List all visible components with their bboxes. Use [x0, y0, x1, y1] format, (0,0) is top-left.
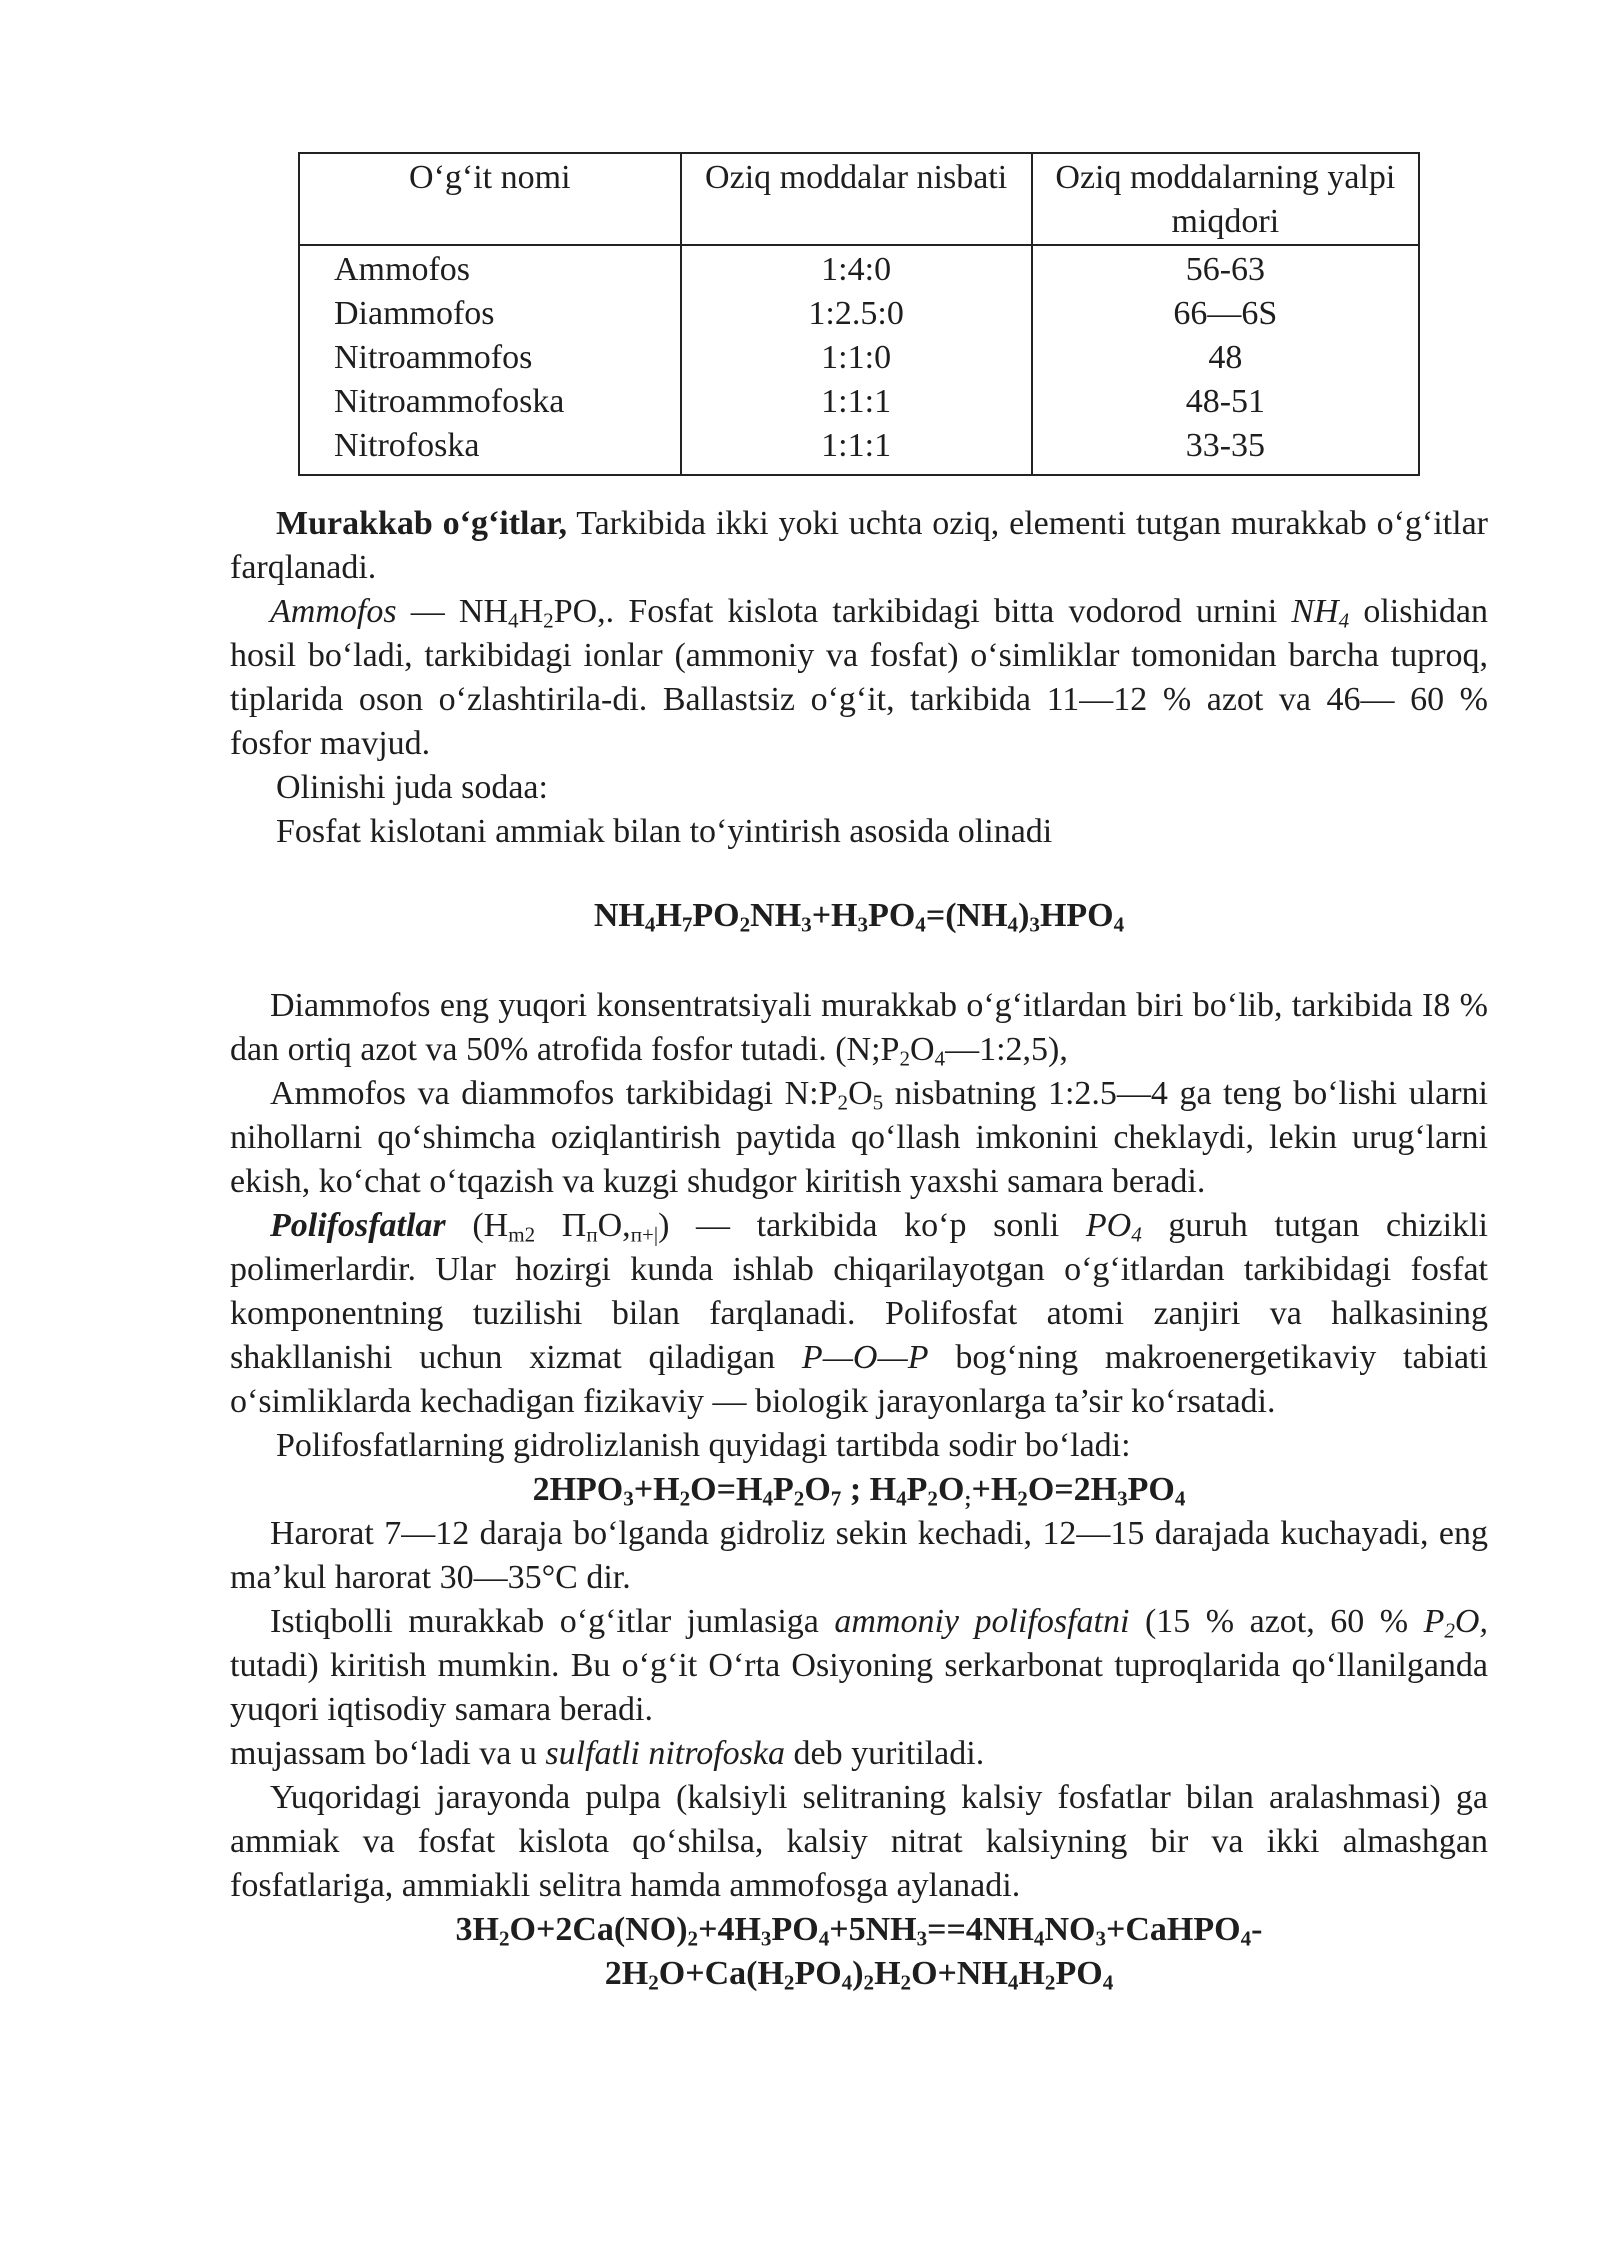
text-span: mujassam bo‘ladi va u: [230, 1735, 546, 1772]
table-header-ratio: Oziq moddalar nisbati: [681, 153, 1032, 245]
paragraph-istiqbolli: [230, 1600, 1488, 1732]
table-header-row: [299, 153, 1419, 245]
text-span: O: [909, 1031, 935, 1068]
text-span: bog‘ning makroenergetikaviy tabiati o‘simliklarda kechadigan fizikaviy — biologik jarayonlarga ta’sir ko‘rsatadi.: [230, 1339, 1489, 1420]
eq-part: P: [772, 1471, 794, 1508]
eq-part: H: [1018, 1955, 1045, 1992]
table-cell: 1:4:0: [681, 245, 1032, 292]
text-span: Tarkibida ikki yoki uchta oziq, elementi tutgan murakkab o‘g‘itlar farqlanadi.: [230, 505, 1488, 586]
eq-part: +H: [633, 1471, 680, 1508]
eq-part: PO: [771, 1911, 819, 1948]
fertilizer-table: [298, 152, 1420, 476]
table-cell: Nitroammofos: [299, 336, 681, 380]
subscript: 4: [934, 1046, 946, 1071]
eq-sub: 3: [1095, 1926, 1106, 1951]
eq-sub: 2: [687, 1926, 699, 1951]
paragraph-ammofos-diammofos: [230, 1072, 1488, 1204]
equation-2: [230, 1468, 1488, 1512]
eq-sub: 4: [1033, 1926, 1045, 1951]
eq-sub: 4: [818, 1926, 830, 1951]
text-span: deb yuritiladi.: [784, 1735, 985, 1772]
text-block-2: [230, 984, 1488, 1996]
paragraph-yuqoridagi: Yuqoridagi jarayonda pulpa (kalsiyli selitraning kalsiy fosfatlar bilan aralashmasi) ga ammiak va fosfat kislota qo‘shilsa, kalsiy nitrat kalsiyning bir va ikki almashgan fosfatlariga, ammiakli selitra hamda ammofosga aylanadi.: [230, 1779, 1488, 1904]
table-cell: 1:1:1: [681, 424, 1032, 475]
table-cell: 1:1:1: [681, 380, 1032, 424]
italic-term: O,: [1454, 1603, 1488, 1640]
bold-italic-term: Polifosfatlar: [270, 1207, 446, 1244]
eq-sub: 4: [1102, 1970, 1114, 1995]
eq-sub: 3: [916, 1926, 928, 1951]
text-span: — NH: [396, 593, 509, 630]
eq-sub: 7: [830, 1486, 842, 1511]
table-cell: 56-63: [1032, 245, 1419, 292]
eq-part: ): [1018, 897, 1030, 934]
text-span: ) — tarkibida ko‘p sonli: [658, 1207, 1086, 1244]
text-span: (15 % azot, 60 %: [1129, 1603, 1424, 1640]
eq-sub: 7: [681, 912, 693, 937]
eq-part: NO: [1044, 1911, 1096, 1948]
eq-part: HPO: [1039, 897, 1114, 934]
eq-part: H: [655, 897, 682, 934]
eq-part: NH: [593, 897, 645, 934]
eq-sub: 2: [679, 1486, 691, 1511]
eq-sub: 4: [1174, 1486, 1186, 1511]
table-cell: Diammofos: [299, 292, 681, 336]
table-row: [299, 424, 1419, 475]
eq-part: +4H: [698, 1911, 761, 1948]
paragraph-diammofos: [230, 984, 1488, 1072]
text-span: tutadi) kiritish mumkin. Bu o‘g‘it O‘rta Osiyoning serkarbonat tuproqlarida qo‘llanilganda yuqori iqtisodiy samara beradi.: [230, 1647, 1488, 1728]
paragraph-mujassam: [230, 1732, 1488, 1776]
paragraph-ammofos: [230, 590, 1488, 766]
subscript: п: [586, 1222, 598, 1247]
table-cell: Nitroammofoska: [299, 380, 681, 424]
eq-part: O: [937, 1471, 965, 1508]
eq-sub: 4: [644, 912, 656, 937]
table-header-total: Oziq moddalarning yalpi miqdori: [1032, 153, 1419, 245]
eq-part: O+2Ca(NO): [509, 1911, 688, 1948]
subscript: 4: [508, 608, 519, 633]
text-span: H: [518, 593, 544, 630]
table-cell: 48: [1032, 336, 1419, 380]
eq-part: +H: [811, 897, 858, 934]
eq-sub: 4: [1113, 912, 1125, 937]
paragraph-gidroliz-intro: Polifosfatlarning gidrolizlanish quyidagi tartibda sodir bo‘ladi:: [276, 1427, 1131, 1464]
subscript: 5: [872, 1090, 884, 1115]
eq-sub: 2: [1044, 1970, 1056, 1995]
eq-sub: 2: [793, 1486, 805, 1511]
subscript: 2: [837, 1090, 849, 1115]
eq-part: ): [852, 1955, 864, 1992]
eq-part: PO: [868, 897, 916, 934]
text-span: Istiqbolli murakkab o‘g‘itlar jumlasiga: [270, 1603, 835, 1640]
eq-part: H: [874, 1955, 901, 1992]
eq-part: PO: [794, 1955, 842, 1992]
table-cell: 66—6S: [1032, 292, 1419, 336]
eq-part: 2H: [604, 1955, 649, 1992]
italic-term: sulfatli nitrofoska: [545, 1735, 785, 1772]
text-span: O,: [597, 1207, 631, 1244]
paragraph-olinishi: Olinishi juda sodaa:: [276, 769, 548, 806]
text-span: П: [535, 1207, 587, 1244]
eq-sub: 4: [1007, 912, 1019, 937]
eq-sub: 2: [783, 1970, 795, 1995]
italic-term: PO: [1085, 1207, 1132, 1244]
table-row: [299, 380, 1419, 424]
table-cell: 33-35: [1032, 424, 1419, 475]
eq-sub: 4: [915, 912, 926, 937]
eq-sub: 2: [863, 1970, 875, 1995]
table-cell: Nitrofoska: [299, 424, 681, 475]
paragraph-polifosfatlar: [230, 1204, 1488, 1424]
eq-sub: 2: [900, 1970, 912, 1995]
eq-sub: 2: [648, 1970, 659, 1995]
eq-sub: 3: [623, 1486, 634, 1511]
eq-part: +5NH: [829, 1911, 917, 1948]
table-row: [299, 245, 1419, 292]
eq-part: O=H: [690, 1471, 763, 1508]
eq-sub: 4: [841, 1970, 853, 1995]
bold-term: Murakkab o‘g‘itlar,: [276, 505, 567, 542]
text-span: (H: [445, 1207, 509, 1244]
eq-part: PO: [692, 897, 740, 934]
eq-part: O=2H: [1027, 1471, 1118, 1508]
text-span: —1:2,5),: [945, 1031, 1068, 1068]
table-cell: 48-51: [1032, 380, 1419, 424]
eq-part: O: [804, 1471, 831, 1508]
eq-sub: 4: [1240, 1926, 1252, 1951]
italic-term: P—O—P: [801, 1339, 929, 1376]
equation-1: [230, 894, 1488, 938]
eq-part: O+Ca(H: [658, 1955, 784, 1992]
eq-part: ==4NH: [927, 1911, 1034, 1948]
paragraph-harorat: Harorat 7—12 daraja bo‘lganda gidroliz sekin kechadi, 12—15 darajada kuchayadi, eng ma’kul harorat 30—35°C dir.: [230, 1515, 1488, 1596]
subscript: m2: [508, 1222, 536, 1247]
eq-part: PO: [1055, 1955, 1103, 1992]
text-block-1: [230, 502, 1488, 854]
italic-term: ammoniy polifosfatni: [834, 1603, 1130, 1640]
subscript: 4: [1131, 1222, 1142, 1247]
eq-part: P: [906, 1471, 928, 1508]
equation-3-line-2: [230, 1952, 1488, 1996]
subscript: 2: [1444, 1618, 1455, 1643]
eq-part: +CaHPO: [1106, 1911, 1241, 1948]
eq-part: +H: [971, 1471, 1018, 1508]
equation-3-line-1: [230, 1908, 1488, 1952]
eq-sub: 2: [739, 912, 751, 937]
text-span: O: [848, 1075, 873, 1112]
eq-sub: 4: [896, 1486, 907, 1511]
eq-part: ; H: [841, 1471, 897, 1508]
eq-part: NH: [750, 897, 802, 934]
text-span: guruh tutgan chizikli polimerlardir. Ular hozirgi kunda ishlab chiqarilayotgan o‘g‘itlardan tarkibidagi fosfat komponentning tuzilishi bilan farqlanadi. Polifosfat atomi zanjiri va halkasining shakllanishi uchun xizmat qiladigan: [230, 1207, 1488, 1376]
table-cell: 1:2.5:0: [681, 292, 1032, 336]
italic-term: P: [1423, 1603, 1445, 1640]
table-cell: 1:1:0: [681, 336, 1032, 380]
table-cell: Ammofos: [299, 245, 681, 292]
eq-part: O+NH: [911, 1955, 1008, 1992]
eq-sub: 4: [762, 1486, 773, 1511]
table-row: [299, 336, 1419, 380]
table-row: [299, 292, 1419, 336]
eq-sub: 3: [1029, 912, 1040, 937]
subscript: 2: [543, 608, 554, 633]
subscript: п+|: [630, 1222, 659, 1247]
eq-sub: 4: [1007, 1970, 1019, 1995]
text-span: olishidan hosil bo‘ladi, tarkibidagi ionlar (ammoniy va fosfat) o‘simliklar tomonidan barcha tuproq, tiplarida oson o‘zlashtirila-di. Ballastsiz o‘g‘it, tarkibida 11—12 % azot va 46— 60 % fosfor mavjud.: [230, 593, 1489, 762]
eq-part: 2HPO: [532, 1471, 624, 1508]
eq-sub: 2: [1017, 1486, 1028, 1511]
paragraph-murakkab: [230, 502, 1488, 590]
subscript: 2: [899, 1046, 910, 1071]
eq-part: PO: [1127, 1471, 1175, 1508]
eq-sub: 2: [927, 1486, 938, 1511]
text-span: Diammofos eng yuqori konsentratsiyali murakkab o‘g‘itlardan biri bo‘lib, tarkibida I8 % dan ortiq azot va 50% atrofida fosfor tutadi. (N;P: [230, 987, 1488, 1068]
table-header-name: O‘g‘it nomi: [299, 153, 681, 245]
eq-sub: 3: [801, 912, 812, 937]
eq-part: 3H: [455, 1911, 499, 1948]
eq-part: =(NH: [925, 897, 1008, 934]
eq-sub: ;: [964, 1486, 972, 1511]
italic-term: Ammofos: [270, 593, 397, 630]
eq-sub: 3: [857, 912, 869, 937]
eq-sub: 3: [760, 1926, 772, 1951]
subscript: 4: [1338, 608, 1350, 633]
paragraph-fosfat: Fosfat kislotani ammiak bilan to‘yintirish asosida olinadi: [276, 813, 1053, 850]
italic-term: NH: [1291, 593, 1339, 630]
eq-part: -: [1251, 1911, 1263, 1948]
text-span: nisbatning 1:2.5—4 ga teng bo‘lishi ularni nihollarni qo‘shimcha oziqlantirish paytida qo‘llash imkonini cheklaydi, lekin urug‘larni ekish, ko‘chat o‘tqazish va kuzgi shudgor kiritish yaxshi samara beradi.: [230, 1075, 1488, 1200]
text-span: Ammofos va diammofos tarkibidagi N:P: [270, 1075, 838, 1112]
eq-sub: 3: [1117, 1486, 1128, 1511]
text-span: PO,. Fosfat kislota tarkibidagi bitta vodorod urnini: [553, 593, 1292, 630]
eq-sub: 2: [498, 1926, 510, 1951]
